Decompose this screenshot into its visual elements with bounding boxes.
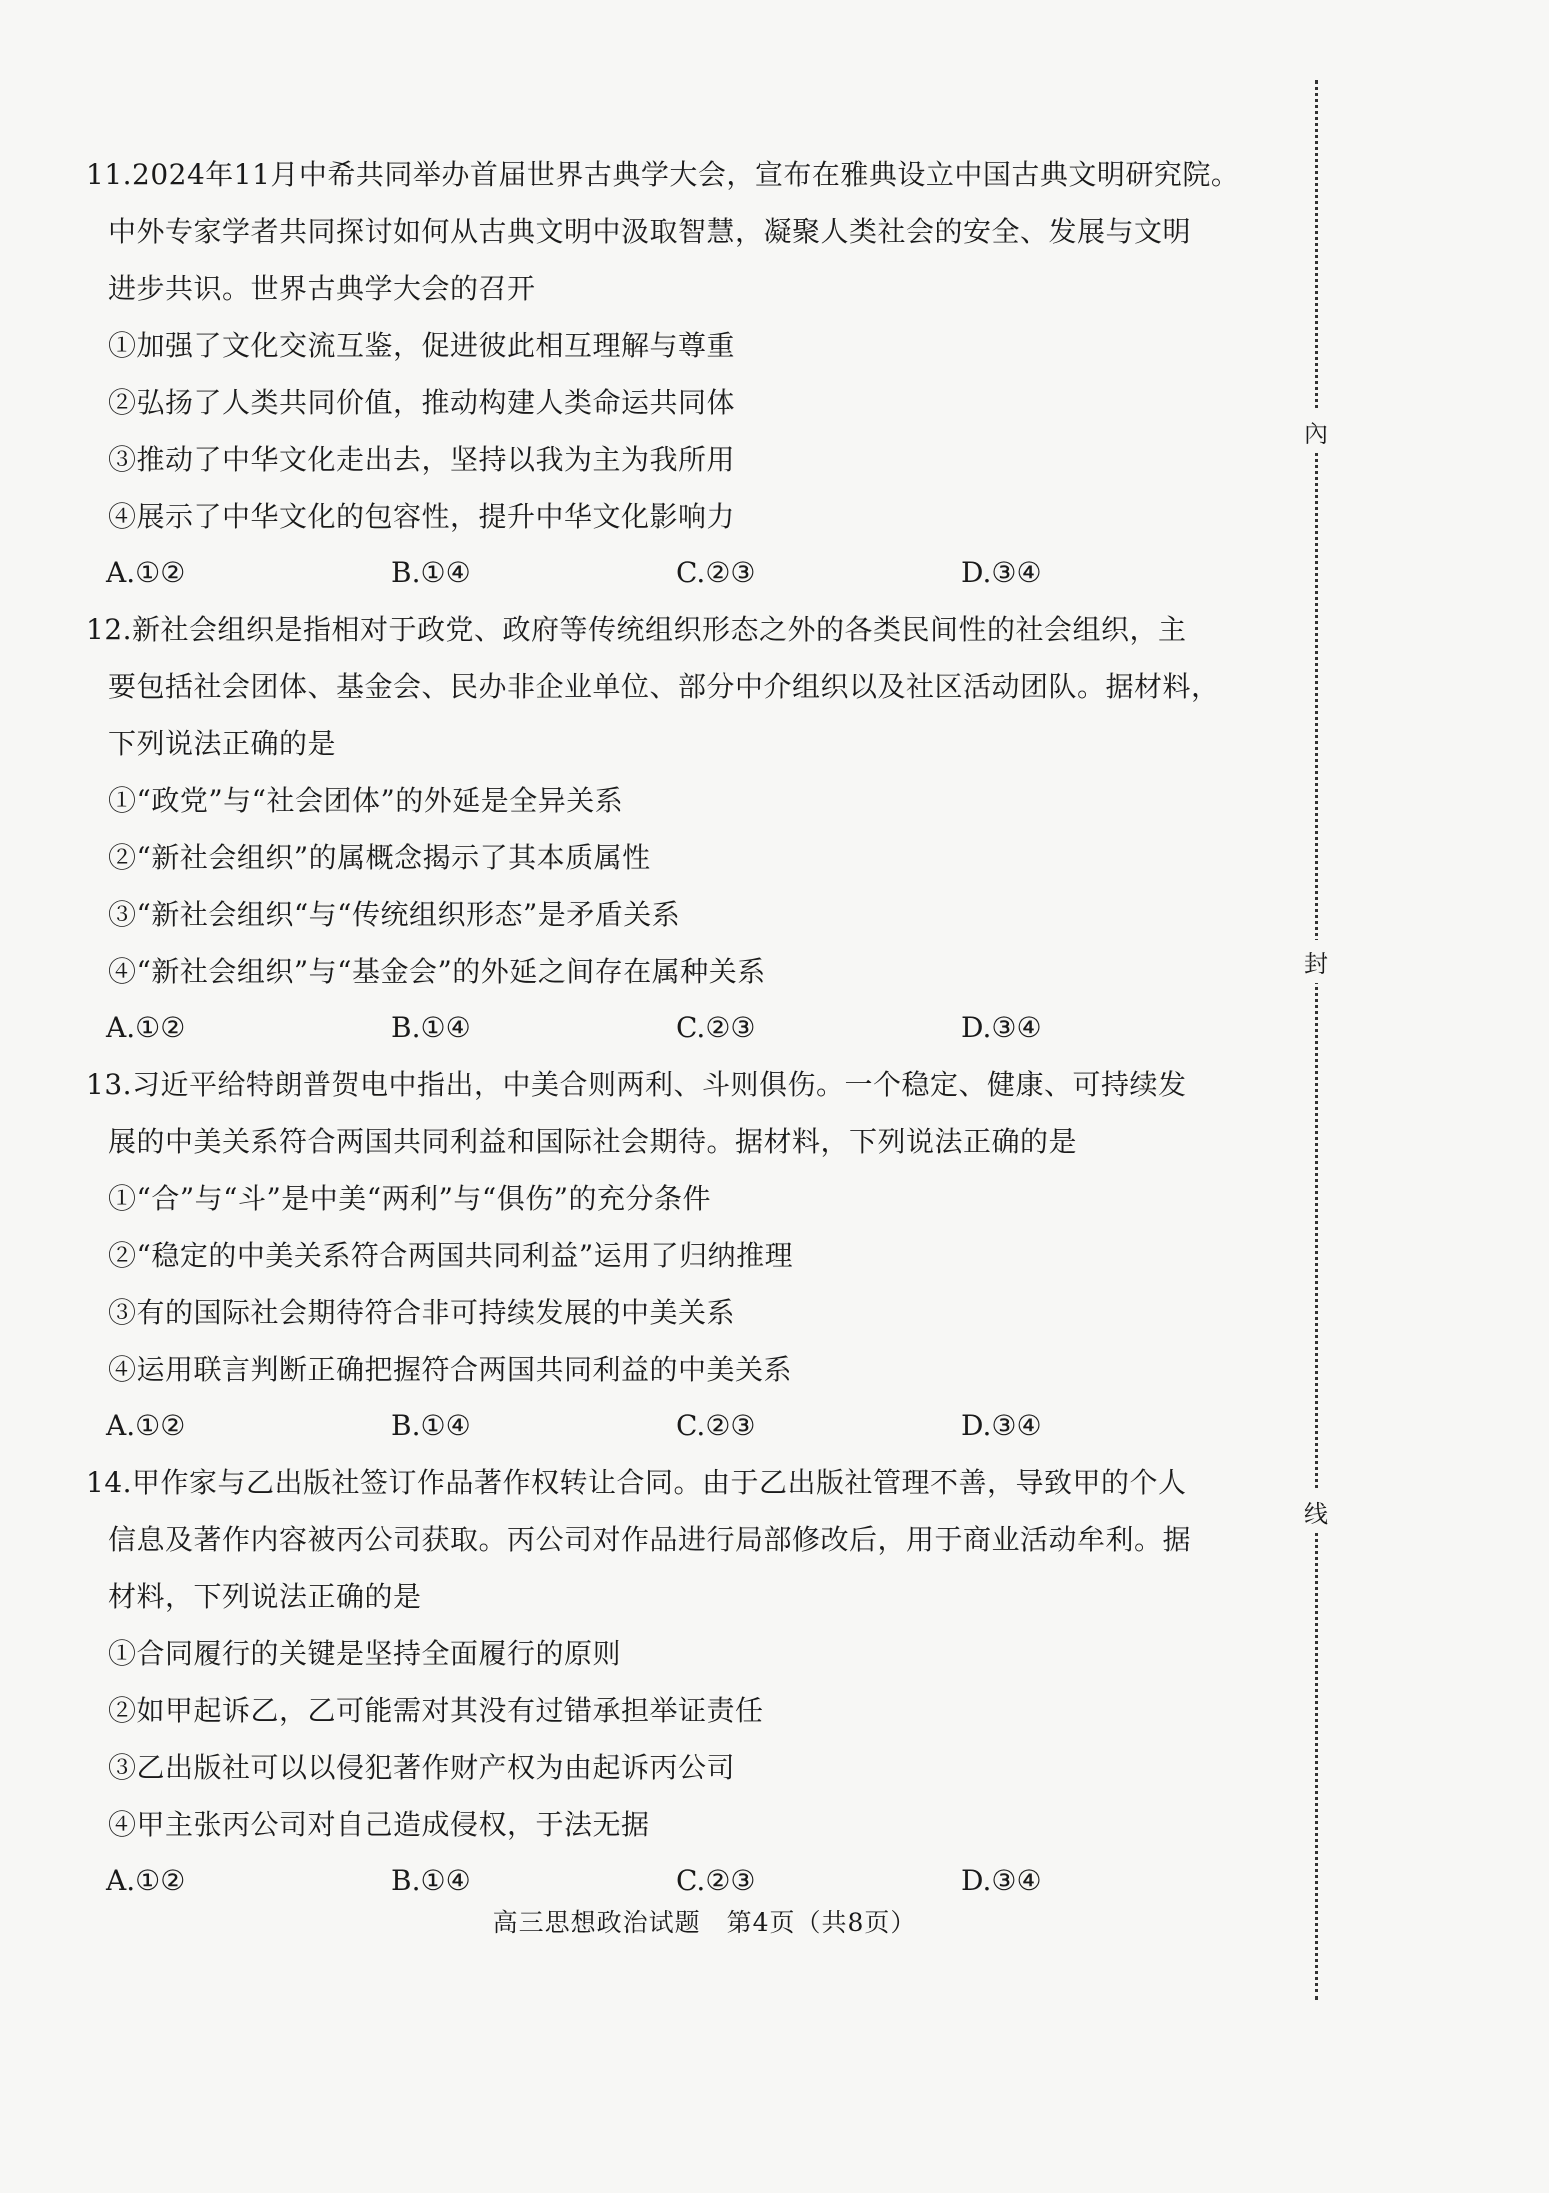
- question-11: [86, 146, 1246, 601]
- statement-4: ④“新社会组织”与“基金会”的外延之间存在属种关系: [108, 955, 766, 988]
- binding-line: [1315, 80, 1318, 2000]
- question-stem-line: 11.2024年11月中希共同举办首届世界古典学大会，宣布在雅典设立中国古典文明研究院。: [86, 158, 1240, 191]
- answer-options: [86, 545, 1246, 601]
- option-d: D.③④: [961, 556, 1042, 589]
- statement-2: ②“稳定的中美关系符合两国共同利益”运用了归纳推理: [108, 1239, 794, 1272]
- question-stem-line: 信息及著作内容被丙公司获取。丙公司对作品进行局部修改后，用于商业活动牟利。据: [108, 1523, 1192, 1556]
- statement-2: ②如甲起诉乙，乙可能需对其没有过错承担举证责任: [108, 1694, 764, 1727]
- margin-char-line: 线: [1304, 1490, 1328, 1533]
- option-d: D.③④: [961, 1864, 1042, 1897]
- option-c: C.②③: [676, 556, 756, 589]
- statement-3: ③推动了中华文化走出去，坚持以我为主为我所用: [108, 443, 736, 476]
- question-stem-line: 12.新社会组织是指相对于政党、政府等传统组织形态之外的各类民间性的社会组织，主: [86, 613, 1187, 646]
- option-a: A.①②: [106, 1409, 186, 1442]
- question-stem-line: 中外专家学者共同探讨如何从古典文明中汲取智慧，凝聚人类社会的安全、发展与文明: [108, 215, 1192, 248]
- statement-4: ④运用联言判断正确把握符合两国共同利益的中美关系: [108, 1353, 793, 1386]
- margin-char-seal: 封: [1304, 940, 1328, 983]
- statement-1: ①“政党”与“社会团体”的外延是全异关系: [108, 784, 624, 817]
- option-b: B.①④: [391, 1409, 471, 1442]
- statement-3: ③乙出版社可以以侵犯著作财产权为由起诉丙公司: [108, 1751, 736, 1784]
- option-b: B.①④: [391, 1864, 471, 1897]
- question-stem-line: 下列说法正确的是: [108, 727, 337, 760]
- answer-options: [86, 1853, 1246, 1909]
- statement-1: ①“合”与“斗”是中美“两利”与“俱伤”的充分条件: [108, 1182, 712, 1215]
- statement-4: ④展示了中华文化的包容性，提升中华文化影响力: [108, 500, 736, 533]
- statement-3: ③有的国际社会期待符合非可持续发展的中美关系: [108, 1296, 736, 1329]
- statement-2: ②弘扬了人类共同价值，推动构建人类命运共同体: [108, 386, 736, 419]
- answer-options: [86, 1398, 1246, 1454]
- option-b: B.①④: [391, 556, 471, 589]
- option-d: D.③④: [961, 1409, 1042, 1442]
- question-stem-line: 13.习近平给特朗普贺电中指出，中美合则两利、斗则俱伤。一个稳定、健康、可持续发: [86, 1068, 1187, 1101]
- question-13: [86, 1056, 1246, 1454]
- margin-char-inner: 內: [1304, 410, 1328, 453]
- question-stem-line: 进步共识。世界古典学大会的召开: [108, 272, 536, 305]
- option-b: B.①④: [391, 1011, 471, 1044]
- option-c: C.②③: [676, 1864, 756, 1897]
- option-c: C.②③: [676, 1409, 756, 1442]
- question-stem-line: 要包括社会团体、基金会、民办非企业单位、部分中介组织以及社区活动团队。据材料，: [108, 670, 1220, 703]
- statement-1: ①合同履行的关键是坚持全面履行的原则: [108, 1637, 622, 1670]
- option-c: C.②③: [676, 1011, 756, 1044]
- question-stem-line: 14.甲作家与乙出版社签订作品著作权转让合同。由于乙出版社管理不善，导致甲的个人: [86, 1466, 1187, 1499]
- option-a: A.①②: [106, 1011, 186, 1044]
- question-list: [86, 146, 1246, 1909]
- option-a: A.①②: [106, 1864, 186, 1897]
- option-a: A.①②: [106, 556, 186, 589]
- question-stem-line: 材料，下列说法正确的是: [108, 1580, 422, 1613]
- option-d: D.③④: [961, 1011, 1042, 1044]
- answer-options: [86, 1000, 1246, 1056]
- question-14: [86, 1454, 1246, 1909]
- question-12: [86, 601, 1246, 1056]
- question-stem-line: 展的中美关系符合两国共同利益和国际社会期待。据材料，下列说法正确的是: [108, 1125, 1078, 1158]
- statement-1: ①加强了文化交流互鉴，促进彼此相互理解与尊重: [108, 329, 736, 362]
- page-footer: 高三思想政治试题 第4页（共8页）: [492, 1908, 917, 1937]
- statement-2: ②“新社会组织”的属概念揭示了其本质属性: [108, 841, 651, 874]
- statement-3: ③“新社会组织“与“传统组织形态”是矛盾关系: [108, 898, 681, 931]
- statement-4: ④甲主张丙公司对自己造成侵权，于法无据: [108, 1808, 650, 1841]
